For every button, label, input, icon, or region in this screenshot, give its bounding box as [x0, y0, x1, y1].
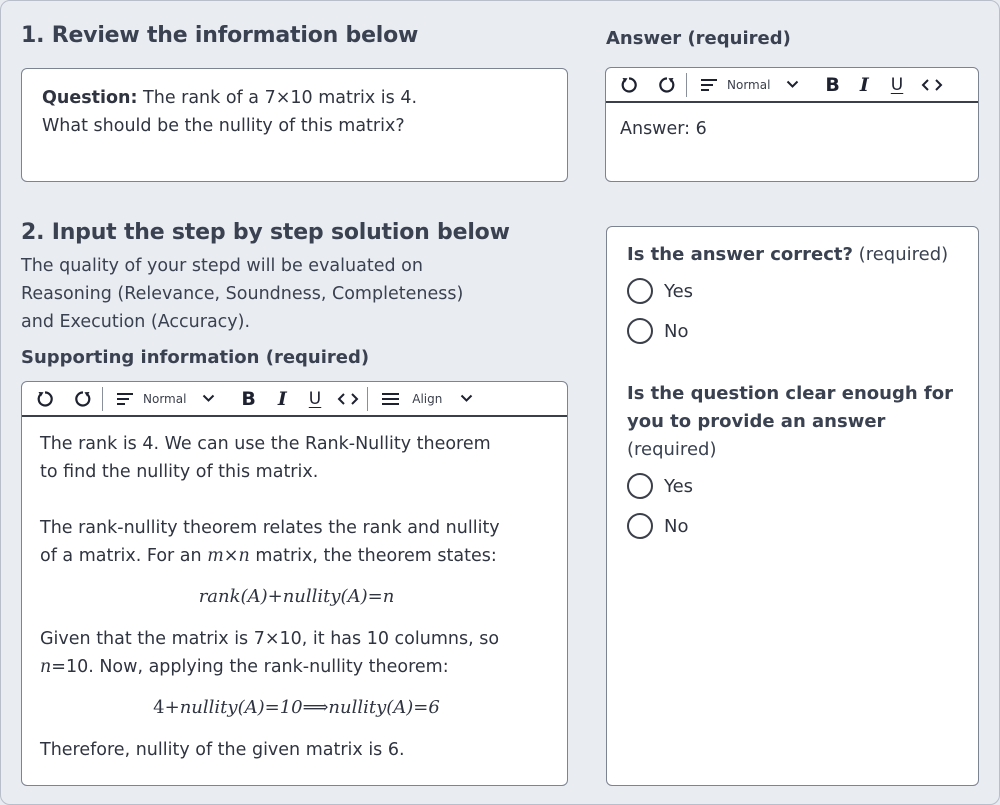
question-title: you to provide an answer — [627, 411, 886, 432]
question-label: Question: — [42, 88, 138, 108]
toolbar-divider — [686, 73, 687, 97]
answer-value[interactable]: Answer: 6 — [620, 119, 707, 139]
answer-label: Answer (required) — [606, 28, 791, 49]
question-title: Is the answer correct? — [627, 244, 853, 265]
question-text — [42, 84, 417, 140]
undo-icon[interactable] — [618, 70, 640, 100]
equation-rank-nullity — [40, 583, 553, 613]
required-tag: (required) — [852, 244, 949, 265]
align-dropdown[interactable] — [382, 384, 473, 414]
italic-icon[interactable]: I — [859, 73, 869, 96]
code-icon[interactable] — [337, 384, 359, 414]
description-line: The quality of your stepd will be evaluated on — [21, 256, 423, 276]
math-text: (A)= — [340, 586, 383, 607]
radio-button[interactable] — [627, 513, 653, 539]
text-line: Given that the matrix is 7×10, it has 10 columns, so — [40, 629, 500, 649]
underline-icon[interactable]: U — [890, 74, 904, 95]
solution-toolbar — [22, 382, 567, 417]
italic-icon[interactable]: I — [277, 387, 287, 410]
chevron-down-icon — [460, 394, 473, 403]
bold-icon[interactable]: B — [825, 73, 840, 96]
answer-correct-yes[interactable] — [627, 278, 693, 304]
section2-title: 2. Input the step by step solution below — [21, 220, 510, 245]
question-title: Is the question clear enough for — [627, 383, 953, 404]
answer-toolbar — [606, 68, 978, 103]
required-tag: (required) — [627, 439, 717, 460]
question-line1: The rank of a 7×10 matrix is 4. — [137, 88, 418, 108]
radio-label: Yes — [664, 280, 694, 302]
style-dropdown-label: Normal — [727, 77, 771, 92]
text-span: matrix, the theorem states: — [249, 546, 497, 566]
undo-icon[interactable] — [34, 384, 56, 414]
solution-paragraph — [40, 514, 553, 570]
text-line — [40, 542, 553, 570]
question-clear-yes[interactable] — [627, 473, 693, 499]
math-text: (A)=10⟹ — [237, 697, 329, 718]
question-box — [21, 68, 568, 182]
answer-correct-no[interactable] — [627, 318, 688, 344]
question-answer-correct — [627, 241, 948, 269]
align-icon — [382, 392, 400, 406]
evaluation-panel — [606, 226, 979, 786]
text-span: × — [223, 546, 239, 566]
question-line2: What should be the nullity of this matrix? — [42, 116, 405, 136]
math-text: rank — [198, 586, 241, 607]
math-var: n — [40, 657, 52, 677]
align-dropdown-label: Align — [412, 391, 443, 406]
math-text: (A)=6 — [386, 697, 440, 718]
chevron-down-icon — [786, 80, 799, 89]
math-text: 4+ — [153, 697, 180, 718]
supporting-label: Supporting information (required) — [21, 347, 370, 368]
math-text: (A)+ — [240, 586, 283, 607]
solution-editor[interactable] — [21, 381, 568, 786]
text-line: to find the nullity of this matrix. — [40, 462, 319, 482]
solution-paragraph — [40, 625, 553, 681]
math-var: n — [238, 546, 250, 566]
description-line: Reasoning (Relevance, Soundness, Completeness) — [21, 284, 464, 304]
toolbar-divider — [367, 387, 368, 411]
text-line — [40, 653, 553, 681]
style-dropdown[interactable] — [117, 384, 215, 414]
solution-paragraph: Therefore, nullity of the given matrix is 6. — [40, 740, 405, 760]
radio-button[interactable] — [627, 278, 653, 304]
description-line: and Execution (Accuracy). — [21, 312, 251, 332]
radio-label: No — [664, 515, 689, 537]
style-dropdown-label: Normal — [143, 391, 187, 406]
redo-icon[interactable] — [72, 384, 94, 414]
solution-content[interactable] — [40, 430, 553, 764]
paragraph-style-icon — [701, 78, 719, 92]
toolbar-divider — [102, 387, 103, 411]
text-line: The rank is 4. We can use the Rank-Nullity theorem — [40, 434, 491, 454]
solution-paragraph — [40, 430, 553, 486]
radio-button[interactable] — [627, 318, 653, 344]
redo-icon[interactable] — [656, 70, 678, 100]
radio-label: No — [664, 320, 689, 342]
question-clear-enough — [627, 380, 953, 464]
style-dropdown[interactable] — [701, 70, 799, 100]
radio-label: Yes — [664, 475, 694, 497]
text-span: of a matrix. For an — [40, 546, 208, 566]
chevron-down-icon — [202, 394, 215, 403]
answer-editor[interactable] — [605, 67, 979, 182]
equation-nullity-result — [40, 694, 553, 724]
text-span: =10. Now, applying the rank-nullity theorem: — [51, 657, 449, 677]
question-clear-no[interactable] — [627, 513, 688, 539]
math-text: n — [382, 586, 395, 607]
math-text: nullity — [179, 697, 238, 718]
paragraph-style-icon — [117, 392, 135, 406]
math-var: m — [207, 546, 224, 566]
radio-button[interactable] — [627, 473, 653, 499]
math-text: nullity — [282, 586, 341, 607]
code-icon[interactable] — [921, 70, 943, 100]
underline-icon[interactable]: U — [308, 388, 322, 409]
math-text: nullity — [328, 697, 387, 718]
section2-description — [21, 252, 463, 336]
section1-title: 1. Review the information below — [21, 23, 419, 48]
text-line: The rank-nullity theorem relates the rank and nullity — [40, 518, 500, 538]
bold-icon[interactable]: B — [241, 387, 256, 410]
